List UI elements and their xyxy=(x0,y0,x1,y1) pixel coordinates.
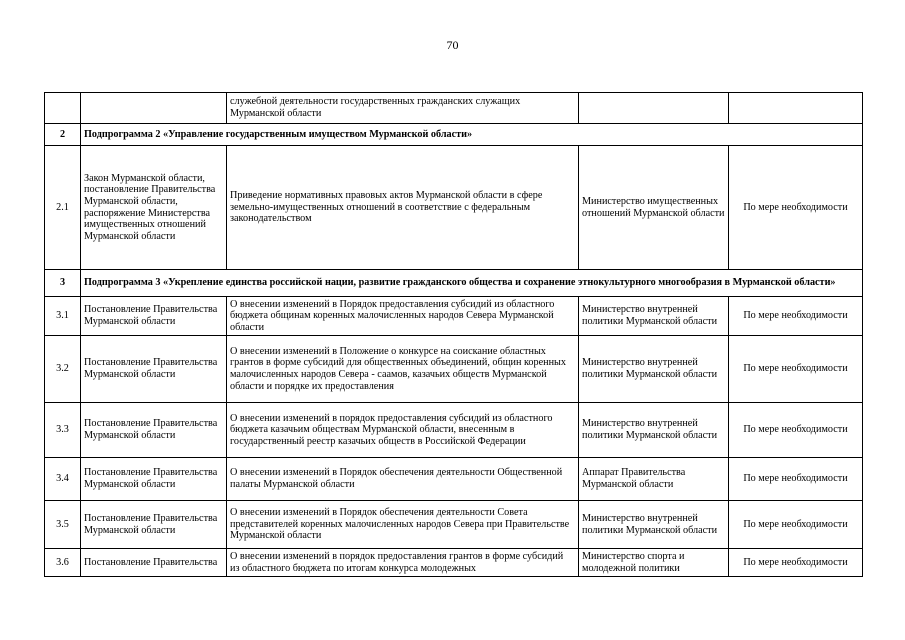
row-term xyxy=(729,93,863,124)
row-executor: Министерство спорта и молодежной политики xyxy=(579,549,729,577)
row-executor: Министерство внутренней политики Мурманской области xyxy=(579,501,729,549)
row-number: 3.6 xyxy=(45,549,81,577)
row-number: 3.3 xyxy=(45,403,81,458)
table-row-3-3 xyxy=(45,403,863,458)
row-legal-basis: Постановление Правительства Мурманской области xyxy=(81,297,227,336)
section-row-2 xyxy=(45,124,863,146)
row-term: По мере необходимости xyxy=(729,297,863,336)
row-number: 3.4 xyxy=(45,458,81,501)
section-title: Подпрограмма 2 «Управление государственным имуществом Мурманской области» xyxy=(81,124,863,146)
section-number: 3 xyxy=(45,270,81,297)
table-row-3-5 xyxy=(45,501,863,549)
row-executor: Министерство внутренней политики Мурманской области xyxy=(579,297,729,336)
page-number: 70 xyxy=(446,38,459,52)
row-number: 3.2 xyxy=(45,336,81,403)
row-term: По мере необходимости xyxy=(729,458,863,501)
legal-acts-table xyxy=(44,92,863,577)
row-executor: Аппарат Правительства Мурманской области xyxy=(579,458,729,501)
row-executor: Министерство имущественных отношений Мурманской области xyxy=(579,146,729,270)
section-row-3 xyxy=(45,270,863,297)
row-description: О внесении изменений в порядок предоставления субсидий из областного бюджета казачьим обществам Мурманской области, внесенным в государственный реестр казачьих обществ в Российской Федерации xyxy=(227,403,579,458)
row-description: О внесении изменений в Порядок обеспечения деятельности Общественной палаты Мурманской области xyxy=(227,458,579,501)
row-legal-basis xyxy=(81,93,227,124)
table-row-3-2 xyxy=(45,336,863,403)
row-legal-basis: Постановление Правительства xyxy=(81,549,227,577)
row-description: Приведение нормативных правовых актов Мурманской области в сфере земельно-имущественных отношений в соответствие с федеральным законодательством xyxy=(227,146,579,270)
row-executor: Министерство внутренней политики Мурманской области xyxy=(579,403,729,458)
row-legal-basis: Постановление Правительства Мурманской области xyxy=(81,458,227,501)
section-number: 2 xyxy=(45,124,81,146)
row-description: служебной деятельности государственных гражданских служащих Мурманской области xyxy=(227,93,579,124)
row-number: 3.1 xyxy=(45,297,81,336)
row-term: По мере необходимости xyxy=(729,549,863,577)
row-legal-basis: Постановление Правительства Мурманской области xyxy=(81,501,227,549)
section-title: Подпрограмма 3 «Укрепление единства российской нации, развитие гражданского общества и сохранение этнокультурного многообразия в Мурманской области» xyxy=(81,270,863,297)
table-row-2-1 xyxy=(45,146,863,270)
row-number: 3.5 xyxy=(45,501,81,549)
row-description: О внесении изменений в Порядок предоставления субсидий из областного бюджета общинам коренных малочисленных народов Севера Мурманской области xyxy=(227,297,579,336)
row-executor: Министерство внутренней политики Мурманской области xyxy=(579,336,729,403)
row-term: По мере необходимости xyxy=(729,501,863,549)
row-description: О внесении изменений в Порядок обеспечения деятельности Совета представителей коренных малочисленных народов Севера при Правительстве Мурманской области xyxy=(227,501,579,549)
row-number: 2.1 xyxy=(45,146,81,270)
row-legal-basis: Закон Мурманской области, постановление Правительства Мурманской области, распоряжение Министерства имущественных отношений Мурманской области xyxy=(81,146,227,270)
table-row-3-1 xyxy=(45,297,863,336)
row-number xyxy=(45,93,81,124)
row-executor xyxy=(579,93,729,124)
row-description: О внесении изменений в порядок предоставления грантов в форме субсидий из областного бюджета по итогам конкурса молодежных xyxy=(227,549,579,577)
table-row-continuation xyxy=(45,93,863,124)
row-term: По мере необходимости xyxy=(729,403,863,458)
table-row-3-4 xyxy=(45,458,863,501)
row-description: О внесении изменений в Положение о конкурсе на соискание областных грантов в форме субсидий для общественных объединений, общин коренных малочисленных народов Севера - саамов, казачьих обществ Мурманской области и порядке их предоставления xyxy=(227,336,579,403)
row-legal-basis: Постановление Правительства Мурманской области xyxy=(81,336,227,403)
table-row-3-6 xyxy=(45,549,863,577)
row-legal-basis: Постановление Правительства Мурманской области xyxy=(81,403,227,458)
row-term: По мере необходимости xyxy=(729,336,863,403)
row-term: По мере необходимости xyxy=(729,146,863,270)
